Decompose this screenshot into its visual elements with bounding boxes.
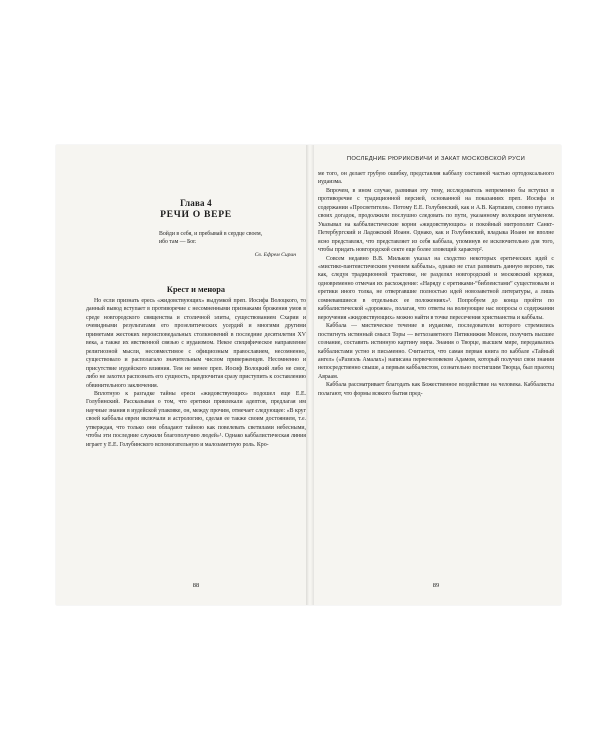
page-number: 89 bbox=[432, 582, 440, 589]
paragraph: Каббала — мистическое течение в иудаизме, последователи которого стремились постигнуть истинный смысл Торы — ветхозаветного Пятикнижия Моисея, получить высшее сознание, составить истинную картину мира. Знания о Творце, высшем мире, передавались каббалистами устно и письменно. Считается, что самая первая книга по каббале «Тайный ангел» («Разиэль Амалах») написана первочеловеком Адамом, который получил свои знания непосредственно свыше, а первым каббалистом, сознательно постигшим Творца, был праотец Авраам. bbox=[318, 323, 554, 380]
chapter-subtitle: РЕЧИ О ВЕРЕ bbox=[160, 209, 232, 220]
section-heading: Крест и менора bbox=[166, 285, 226, 294]
running-header: ПОСЛЕДНИЕ РЮРИКОВИЧИ И ЗАКАТ МОСКОВСКОЙ РУСИ bbox=[346, 156, 526, 162]
paragraph: ме того, он делает грубую ошибку, представляя каббалу составной частью ортодоксального иудаизма. bbox=[318, 171, 554, 186]
paragraph: Совсем недавно В.В. Мильков указал на сходство некоторых еретических идей с «мистико-пантеистическим учением каббалы», однако не стал развивать данную версию, так как, следуя традиционной трактовке, не разделял новгородский и московский кружки, одновременно отмечая их расхождение: «Наряду с еретиками-“библеистами” существовали и еретики иного толка, не отвергавшие полностью идей новозаветной литературы, а лишь сомневавшиеся в отдельных ее положениях»³. Попробуем до конца пройти по каббалистической «дорожке», полагая, что ответы на волнующие нас вопросы о содержании вероучения «жидовствующих» можно найти в точке пересечения христианства и каббалы. bbox=[318, 255, 554, 321]
epigraph-line: Войди в себя, и пребывай в сердце своем, bbox=[159, 231, 263, 237]
page-number: 88 bbox=[192, 582, 200, 589]
epigraph-author: Св. Ефрем Сирин bbox=[254, 252, 296, 258]
left-page bbox=[86, 145, 306, 605]
paragraph: Вплотную к разгадке тайны ереси «жидовствующих» подошел еще Е.Е. Голубинский. Рассказывая о том, что еретики привлекали адептов, предлагая им научные знания в иудейской упаковке, он, между прочим, отмечает следующее: «В круг своей каббалы евреи включали и астрологию, сделав ее также своим достоянием, т.е. утверждая, что только они обладают тайною как повелевать светилами небесными, чтобы эти последние служили благополучию людей»¹. Однако каббалистическая линия играет у Е.Е. Голубинского вспомогательную и малозаметную роль. Кро- bbox=[86, 390, 306, 448]
epigraph bbox=[159, 230, 306, 259]
paragraph: Каббала рассматривает благодать как Божественное воздействие на человека. Каббалисты полагают, что формы всякого бытия пред- bbox=[318, 382, 554, 397]
epigraph-line: ибо там — Бог. bbox=[159, 239, 197, 245]
chapter-title: Глава 4 bbox=[180, 198, 212, 208]
paragraph: Впрочем, в ином случае, развивая эту тему, исследователь непременно бы вступил в противоречие с традиционной версией, основанной на показаниях преп. Иосифа и содержании «Просветителя». Потому Е.Е. Голубинский, как и А.В. Карташев, словно пугаясь своих догадок, продолжили послушно следовать по пути, указанному волоцким игуменом. Указывал на каббалистические корни «жидовствующих» и покойный митрополит Санкт-Петербургский и Ладожский Иоанн. Однако, как и Голубинский, владыка Иоанн не вполне ясно представлял, что представляет из себя каббала, упоминув ее исключительно для того, чтобы придать новгородской секте еще более зловещий характер². bbox=[318, 187, 554, 254]
paragraph: Но если признать ересь «жидовствующих» выдумкой преп. Иосифа Волоцкого, то данный вывод вступает в противоречие с несомненными признаками брожения умов в среде новгородского священства и столичной элиты, существованием Схарии и очевидными результатами его прозелитических усердий и многими другими приметами жестоких вероисповедальных столкновений в последние десятилетия XV века, а также их явственной связью с иудаизмом. Некое специфическое направление религиозной мысли, несовместимое с официозным православием, несомненно, существовало и располагало значительным числом приверженцев. Несомненно и присутствие иудейского влияния. Тем не менее преп. Иосиф Волоцкий либо не смог, либо не захотел распознать его сущность, предпочитая сразу приступить к составлению обвинительного заключения. bbox=[86, 298, 306, 389]
right-page bbox=[318, 145, 554, 605]
